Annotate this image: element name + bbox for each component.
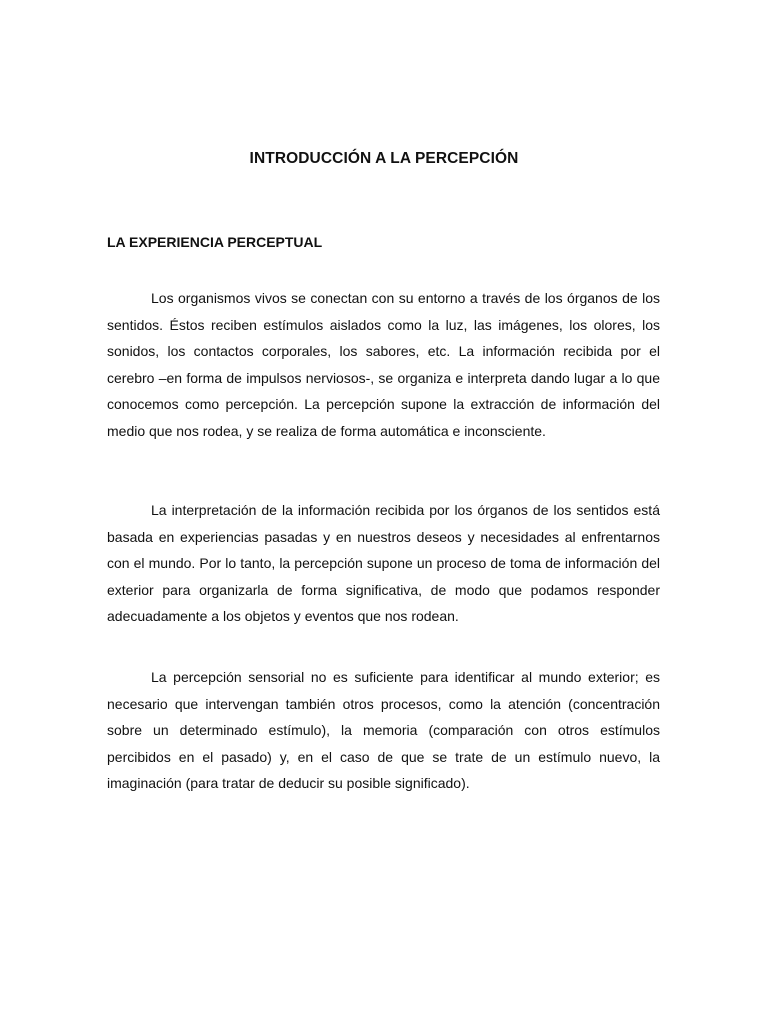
paragraph-2: La interpretación de la información recibida por los órganos de los sentidos está basada en experiencias pasadas y en nuestros deseos y necesidades al enfrentarnos con el mundo. Por lo tanto, la percepción supone un proceso de toma de información del exterior para organizarla de forma significativa, de modo que podamos responder adecuadamente a los objetos y eventos que nos rodean.: [107, 502, 660, 624]
paragraph-1: Los organismos vivos se conectan con su entorno a través de los órganos de los sentidos. Éstos reciben estímulos aislados como la luz, las imágenes, los olores, los sonidos, los contactos corporales, los sabores, etc. La información recibida por el cerebro –en forma de impulsos nerviosos-, se organiza e interpreta dando lugar a lo que conocemos como percepción. La percepción supone la extracción de información del medio que nos rodea, y se realiza de forma automática e inconsciente.: [107, 290, 660, 439]
paragraph-3: La percepción sensorial no es suficiente para identificar al mundo exterior; es necesario que intervengan también otros procesos, como la atención (concentración sobre un determinado estímulo), la memoria (comparación con otros estímulos percibidos en el pasado) y, en el caso de que se trate de un estímulo nuevo, la imaginación (para tratar de deducir su posible significado).: [107, 669, 660, 791]
section-heading: LA EXPERIENCIA PERCEPTUAL: [107, 234, 323, 250]
document-title: INTRODUCCIÓN A LA PERCEPCIÓN: [249, 150, 519, 167]
